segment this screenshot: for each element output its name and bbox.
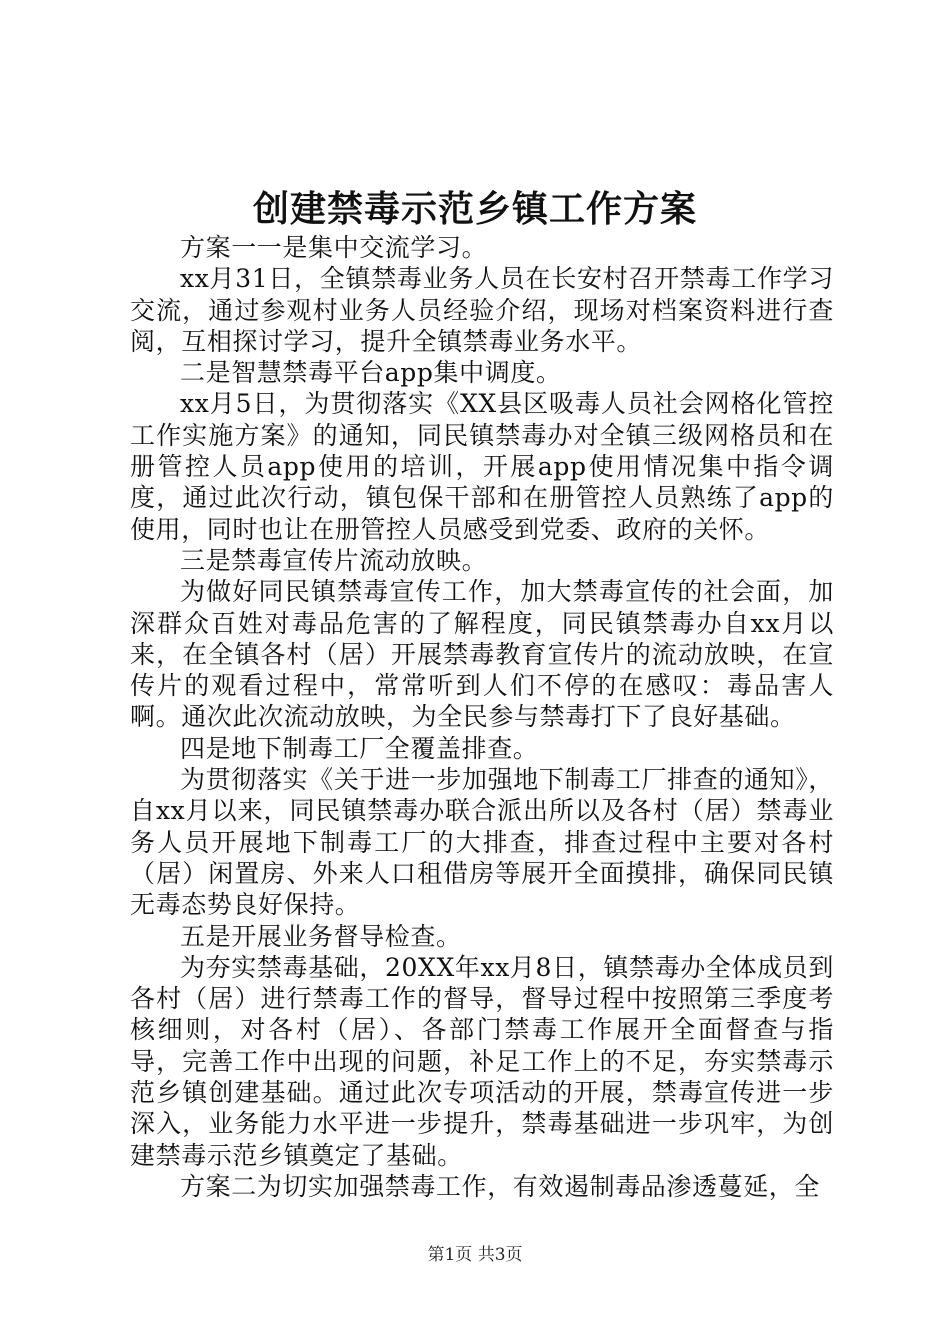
paragraph: 方案二为切实加强禁毒工作，有效遏制毒品渗透蔓延，全 [180,1171,821,1201]
paragraph: 五是开展业务督导检查。 [180,921,462,951]
paragraph: xx月31日，全镇禁毒业务人员在长安村召开禁毒工作学习交流，通过参观村业务人员经验介绍，现场对档案资料进行查阅，互相探讨学习，提升全镇禁毒业务水平。 [130,264,834,356]
paragraph: 为夯实禁毒基础，20XX年xx月8日，镇禁毒办全体成员到各村（居）进行禁毒工作的督导，督导过程中按照第三季度考核细则，对各村（居）、各部门禁毒工作展开全面督查与指导，完善工作中出现的问题，补足工作上的不足，夯实禁毒示范乡镇创建基础。通过此次专项活动的开展，禁毒宣传进一步深入，业务能力水平进一步提升，禁毒基础进一步巩牢，为创建禁毒示范乡镇奠定了基础。 [130,952,834,1170]
document-body [130,232,834,1202]
paragraph: 二是智慧禁毒平台app集中调度。 [180,358,562,388]
paragraph: 四是地下制毒工厂全覆盖排查。 [180,733,539,763]
paragraph: xx月5日，为贯彻落实《XX县区吸毒人员社会网格化管控工作实施方案》的通知，同民镇禁毒办对全镇三级网格员和在册管控人员app使用的培训，开展app使用情况集中指令调度，通过此次行动，镇包保干部和在册管控人员熟练了app的使用，同时也让在册管控人员感受到党委、政府的关怀。 [130,389,834,544]
paragraph: 三是禁毒宣传片流动放映。 [180,545,488,575]
paragraph: 为做好同民镇禁毒宣传工作，加大禁毒宣传的社会面，加深群众百姓对毒品危害的了解程度，同民镇禁毒办自xx月以来，在全镇各村（居）开展禁毒教育宣传片的流动放映，在宣传片的观看过程中，常常听到人们不停的在感叹：毒品害人啊。通次此次流动放映，为全民参与禁毒打下了良好基础。 [130,577,834,732]
document-title: 创建禁毒示范乡镇工作方案 [252,188,697,230]
paragraph: 方案一一是集中交流学习。 [180,233,488,262]
page-number-footer: 第1页 共3页 [427,1245,523,1265]
paragraph: 为贯彻落实《关于进一步加强地下制毒工厂排查的通知》，自xx月以来，同民镇禁毒办联合派出所以及各村（居）禁毒业务人员开展地下制毒工厂的大排查，排查过程中主要对各村（居）闲置房、外来人口租借房等展开全面摸排，确保同民镇无毒态势良好保持。 [130,765,834,920]
